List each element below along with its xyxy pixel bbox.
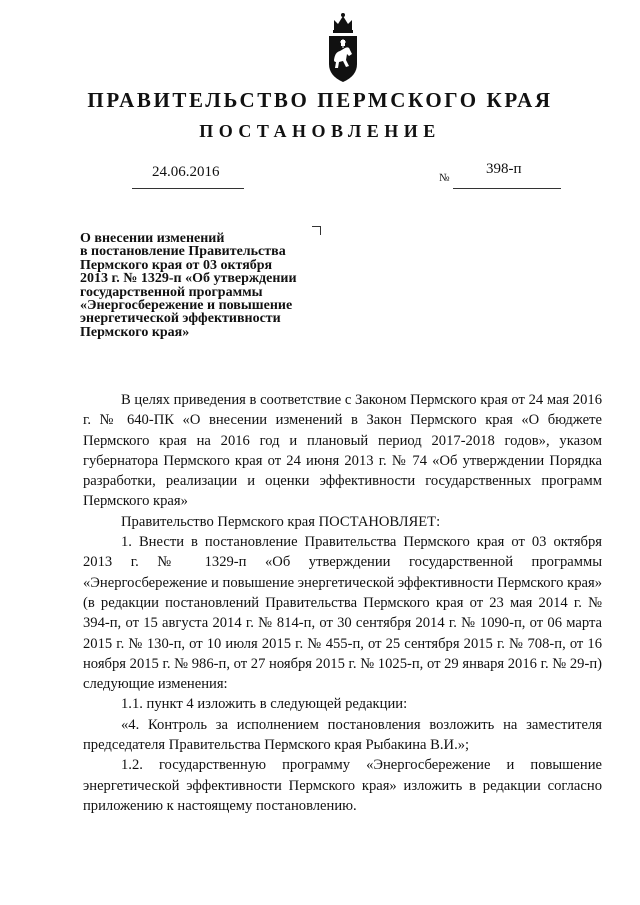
document-type: ПОСТАНОВЛЕНИЕ <box>199 121 441 141</box>
item-1-paragraph: 1. Внести в постановление Правительства Пермского края от 03 октября 2013 г. № 1329-п «Об утверждении государственной программы «Энергосбережение и повышение энергетической эффективности Пермского края» (в редакции постановлений Правительства Пермского края от 23 мая 2014 г. № 394-п, от 15 августа 2014 г. № 814-п, от 30 сентября 2014 г. № 1090-п, от 06 марта 2015 г. № 130-п, от 10 июля 2015 г. № 455-п, от 25 сентября 2015 г. № 708-п, от 16 ноября 2015 г. № 986-п, от 27 ноября 2015 г. № 1025-п, от 29 января 2016 г. № 29-п) следующие изменения: <box>83 534 602 693</box>
number-sign: № <box>439 172 450 184</box>
item-1-1-paragraph: 1.1. пункт 4 изложить в следующей редакции: <box>121 696 408 713</box>
subject-line: Пермского края» <box>80 324 190 340</box>
subject-line: в постановление Правительства <box>80 244 286 260</box>
subject-line: 2013 г. № 1329-п «Об утверждении <box>80 271 297 287</box>
resolution-paragraph: Правительство Пермского края ПОСТАНОВЛЯЕТ: <box>121 513 441 530</box>
item-1-2-paragraph: 1.2. государственную программу «Энергосбережение и повышение энергетической эффективности Пермского края» изложить в редакции согласно приложению к настоящему постановлению. <box>83 757 602 814</box>
document-number: 398-п <box>486 161 522 177</box>
document-date: 24.06.2016 <box>152 164 220 180</box>
perm-krai-coat-of-arms-icon <box>325 10 361 86</box>
government-title: ПРАВИТЕЛЬСТВО ПЕРМСКОГО КРАЯ <box>87 88 553 112</box>
subject-line: «Энергосбережение и повышение <box>80 298 293 314</box>
subject-line: О внесении изменений <box>80 231 225 246</box>
item-4-quote-paragraph: «4. Контроль за исполнением постановления возложить на заместителя председателя Правительства Пермского края Рыбакина В.И.»; <box>83 716 602 754</box>
preamble-paragraph: В целях приведения в соответствие с Законом Пермского края от 24 мая 2016 г. № 640-ПК «О внесении изменений в Закон Пермского края «О бюджете Пермского края на 2016 год и плановый период 2017-2018 годов», указом губернатора Пермского края от 24 июня 2013 г. № 74 «Об утверждении Порядка разработки, реализации и оценки эффективности государственных программ Пермского края» <box>83 392 602 510</box>
subject-line: Пермского края от 03 октября <box>80 257 273 273</box>
subject-line: энергетической эффективности <box>80 311 281 327</box>
subject-heading <box>80 232 345 339</box>
subject-line: государственной программы <box>80 284 263 300</box>
document-body <box>83 390 602 816</box>
